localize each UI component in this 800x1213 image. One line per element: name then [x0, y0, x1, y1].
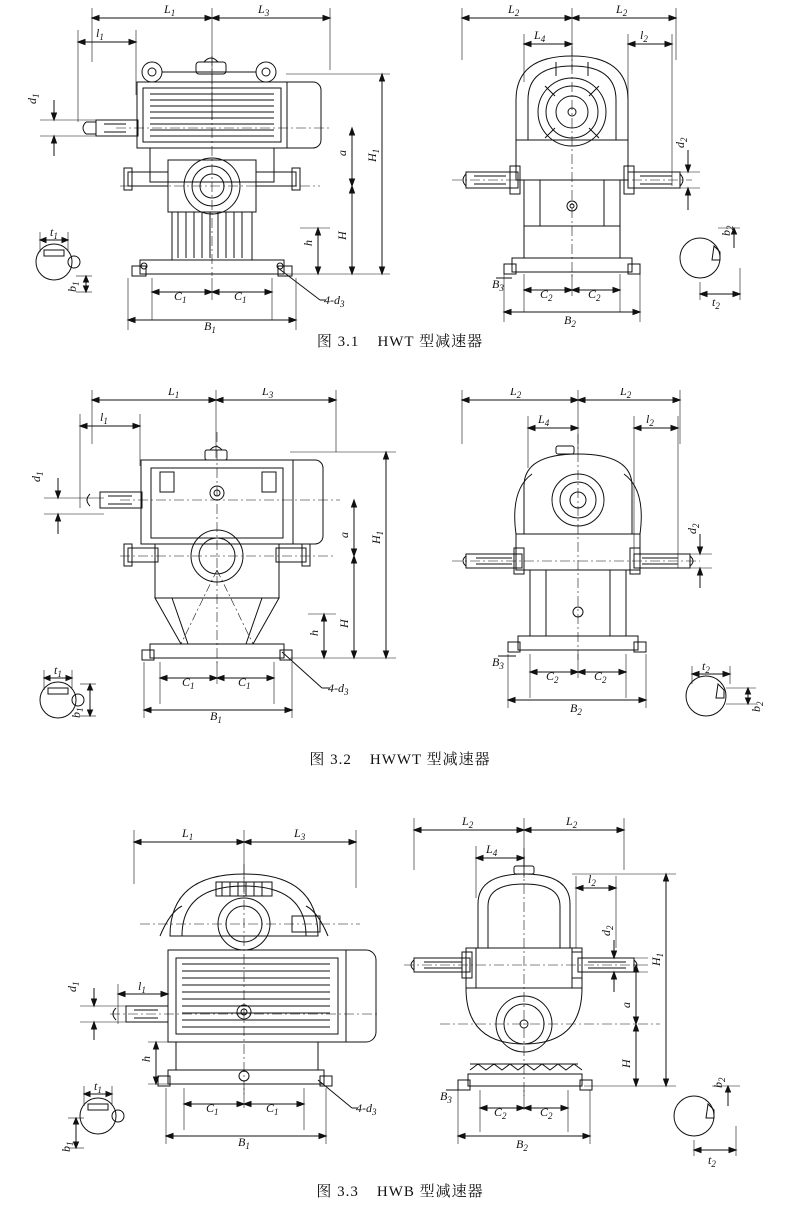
figure-3-1-caption-number: 图 3.1 [316, 334, 360, 350]
svg-text:l1: $l_1$ [138, 979, 146, 995]
figure-3-1-caption [0, 330, 800, 351]
svg-text:d1: $d_1$ [29, 471, 45, 482]
svg-text:d2: $d_2$ [673, 137, 689, 148]
svg-text:b1: $b_1$ [59, 1141, 75, 1152]
svg-text:C2: $C_2$ [594, 669, 607, 685]
svg-text:H: H [335, 231, 349, 240]
svg-text:L2: $L_2$ [616, 2, 628, 18]
svg-text:H: H [337, 619, 351, 628]
svg-text:H1: $H_1$ [365, 148, 381, 162]
svg-text:L3: $L_3$ [294, 826, 306, 842]
figure-3-1-caption-text: HWT 型减速器 [377, 334, 484, 350]
svg-text:l2: $l_2$ [646, 412, 654, 428]
figure-3-3-drawing [0, 808, 800, 1213]
svg-text:B2: $B_2$ [570, 701, 582, 717]
figure-3-1-drawing [0, 0, 800, 360]
figure-3-3-caption-number: 图 3.3 [316, 1184, 359, 1200]
svg-text:t2: $t_2$ [702, 659, 710, 675]
figure-3-3-caption [0, 1180, 800, 1201]
svg-text:L3: $L_3$ [258, 2, 270, 18]
svg-text:4-d3: $4-d_3$ [356, 1101, 377, 1117]
figure-3-2-caption-number: 图 3.2 [309, 752, 352, 768]
figure-3-3-caption-text: HWB 型减速器 [376, 1184, 484, 1200]
svg-text:4-d3: $4-d_3$ [328, 681, 349, 697]
svg-text:l1: $l_1$ [100, 410, 108, 426]
svg-text:L1: $L_1$ [182, 826, 194, 842]
svg-text:L2: $L_2$ [620, 388, 632, 400]
figure-3-2-caption-text: HWWT 型减速器 [369, 752, 491, 768]
svg-text:h: h [139, 1056, 153, 1062]
svg-text:C2: $C_2$ [540, 287, 553, 303]
svg-text:L2: $L_2$ [510, 388, 522, 400]
svg-text:a: a [335, 150, 349, 156]
svg-text:L1: $L_1$ [164, 2, 176, 18]
svg-text:B2: $B_2$ [564, 313, 576, 329]
svg-text:L2: $L_2$ [566, 814, 578, 830]
svg-text:L4: $L_4$ [486, 842, 498, 858]
svg-text:L4: $L_4$ [534, 28, 546, 44]
svg-text:L1: $L_1$ [168, 388, 180, 400]
svg-text:C1: $C_1$ [266, 1101, 279, 1117]
svg-text:d1: $d_1$ [25, 93, 41, 104]
svg-text:4-d3: $4-d_3$ [324, 293, 345, 309]
figure-3-3 [0, 808, 800, 1213]
svg-text:C2: $C_2$ [540, 1105, 553, 1121]
svg-text:h: h [307, 630, 321, 636]
svg-text:b2: $b_2$ [719, 225, 735, 236]
svg-text:t1: $t_1$ [94, 1079, 102, 1095]
svg-text:C1: $C_1$ [238, 675, 251, 691]
svg-text:H1: $H_1$ [369, 530, 385, 544]
svg-text:L4: $L_4$ [538, 412, 550, 428]
svg-text:d1: $d_1$ [65, 981, 81, 992]
svg-text:C2: $C_2$ [546, 669, 559, 685]
svg-text:B3: $B_3$ [492, 655, 504, 671]
svg-text:t2: $t_2$ [708, 1153, 716, 1169]
svg-text:L2: $L_2$ [508, 2, 520, 18]
svg-text:d2: $d_2$ [685, 523, 701, 534]
svg-text:l1: $l_1$ [96, 26, 104, 42]
svg-text:h: h [301, 240, 315, 246]
svg-text:C1: $C_1$ [206, 1101, 219, 1117]
figure-3-2-drawing [0, 388, 800, 788]
svg-text:L2: $L_2$ [462, 814, 474, 830]
figure-3-2 [0, 388, 800, 788]
svg-text:B3: $B_3$ [492, 277, 504, 293]
svg-text:a: a [619, 1002, 633, 1008]
svg-text:C1: $C_1$ [182, 675, 195, 691]
svg-text:b2: $b_2$ [711, 1077, 727, 1088]
svg-text:b2: $b_2$ [749, 701, 765, 712]
svg-text:B1: $B_1$ [238, 1135, 250, 1151]
svg-text:t2: $t_2$ [712, 295, 720, 311]
svg-text:B3: $B_3$ [440, 1089, 452, 1105]
svg-text:H1: $H_1$ [649, 952, 665, 966]
svg-text:l2: $l_2$ [588, 872, 596, 888]
svg-text:L3: $L_3$ [262, 388, 274, 400]
svg-text:B1: $B_1$ [204, 319, 216, 335]
svg-text:b1: $b_1$ [65, 281, 81, 292]
svg-text:C1: $C_1$ [234, 289, 247, 305]
figure-3-2-caption [0, 748, 800, 769]
svg-text:H: H [619, 1059, 633, 1068]
svg-text:t1: $t_1$ [54, 663, 62, 679]
figure-3-1 [0, 0, 800, 360]
svg-text:b1: $b_1$ [69, 707, 85, 718]
svg-text:B2: $B_2$ [516, 1137, 528, 1153]
svg-text:t1: $t_1$ [50, 225, 58, 241]
svg-text:C2: $C_2$ [588, 287, 601, 303]
svg-text:C1: $C_1$ [174, 289, 187, 305]
svg-text:d2: $d_2$ [599, 925, 615, 936]
svg-text:C2: $C_2$ [494, 1105, 507, 1121]
svg-text:a: a [337, 532, 351, 538]
svg-text:B1: $B_1$ [210, 709, 222, 725]
svg-text:l2: $l_2$ [640, 28, 648, 44]
